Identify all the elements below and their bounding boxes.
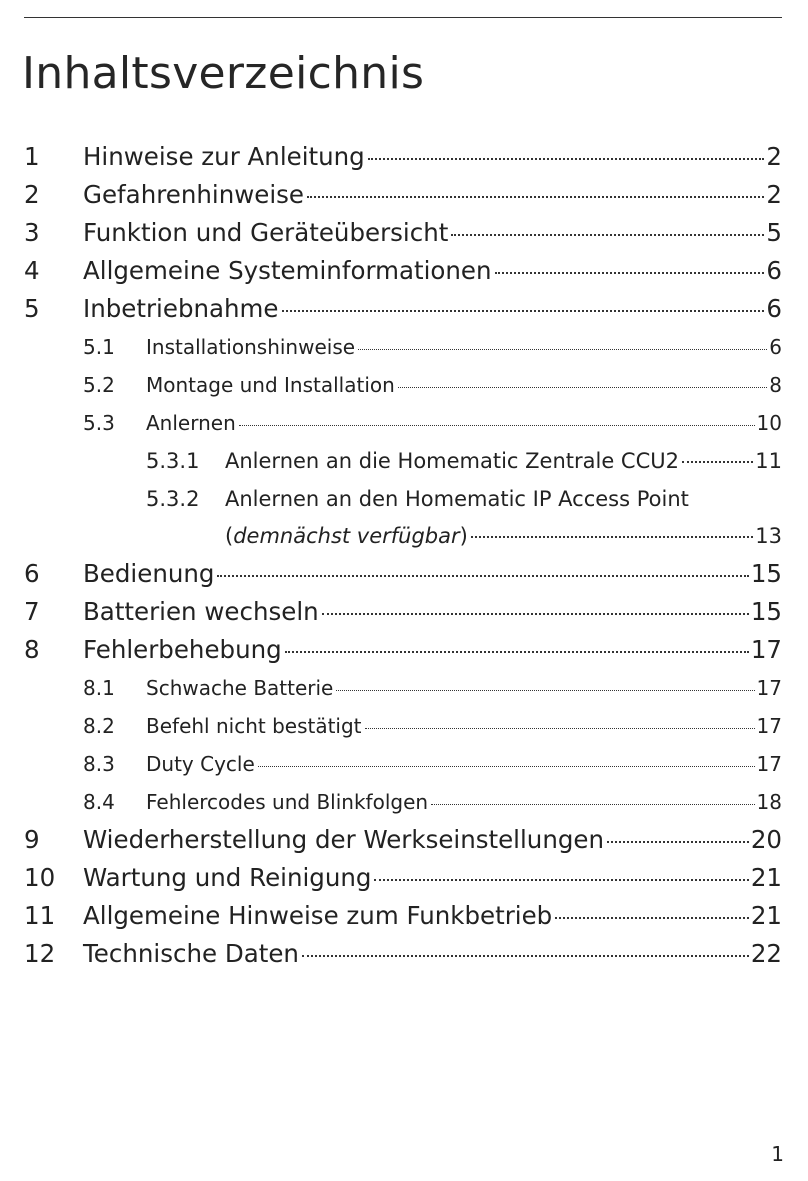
toc-entry-page: 6	[766, 256, 782, 285]
toc-entry-page: 17	[756, 676, 782, 700]
toc-entry-number: 5	[24, 294, 40, 323]
top-rule	[24, 17, 782, 18]
page-number: 1	[771, 1142, 784, 1166]
toc-entry-title: Bedienung	[83, 559, 215, 588]
toc-entry-9[interactable]	[24, 821, 782, 859]
toc-entry-number: 5.3.2	[146, 487, 200, 511]
toc-entry-title: Wartung und Reinigung	[83, 863, 372, 892]
dot-leader	[358, 348, 767, 350]
toc-entry-number: 7	[24, 597, 40, 626]
toc-entry-8[interactable]	[24, 631, 782, 669]
toc-entry-title: Funktion und Geräteübersicht	[83, 218, 449, 247]
dot-leader	[398, 386, 767, 388]
toc-entry-6[interactable]	[24, 555, 782, 593]
dot-leader	[431, 803, 754, 805]
toc-entry-12[interactable]	[24, 935, 782, 973]
toc-entry-title: Hinweise zur Anleitung	[83, 142, 365, 171]
toc-entry-number: 4	[24, 256, 40, 285]
dot-leader	[217, 574, 748, 577]
toc-entry-8-3[interactable]	[24, 745, 782, 783]
toc-entry-5-1[interactable]	[24, 328, 782, 366]
toc-entry-page: 6	[766, 294, 782, 323]
toc-entry-title: Fehlerbehebung	[83, 635, 282, 664]
dot-leader	[336, 689, 754, 691]
dot-leader	[258, 765, 755, 767]
toc-entry-number: 5.2	[83, 373, 115, 397]
toc-entry-title: Technische Daten	[83, 939, 299, 968]
toc-entry-title: Duty Cycle	[146, 752, 255, 776]
page-title: Inhaltsverzeichnis	[22, 48, 425, 99]
toc-entry-page: 21	[750, 901, 782, 930]
toc-entry-page: 17	[750, 635, 782, 664]
toc-entry-title: Anlernen an den Homematic IP Access Point	[225, 487, 689, 511]
toc-entry-number: 9	[24, 825, 40, 854]
toc-entry-3[interactable]	[24, 214, 782, 252]
dot-leader	[555, 916, 749, 919]
toc-entry-title: Allgemeine Systeminformationen	[83, 256, 492, 285]
toc-entry-page: 15	[750, 597, 782, 626]
toc-entry-page: 20	[750, 825, 782, 854]
toc-entry-page: 2	[766, 142, 782, 171]
toc-entry-2[interactable]	[24, 176, 782, 214]
toc-entry-page: 10	[756, 411, 782, 435]
toc-entry-page: 8	[769, 373, 782, 397]
toc-entry-page: 18	[756, 790, 782, 814]
toc-entry-number: 6	[24, 559, 40, 588]
toc-entry-title: Batterien wechseln	[83, 597, 319, 626]
toc-entry-page: 6	[769, 335, 782, 359]
toc-entry-10[interactable]	[24, 859, 782, 897]
toc-entry-number: 8.3	[83, 752, 115, 776]
toc-entry-number: 8.2	[83, 714, 115, 738]
dot-leader	[302, 954, 749, 957]
toc-entry-1[interactable]	[24, 138, 782, 176]
toc-entry-11[interactable]	[24, 897, 782, 935]
dot-leader	[285, 650, 749, 653]
toc-entry-page: 22	[750, 939, 782, 968]
toc-entry-number: 8.1	[83, 676, 115, 700]
toc-entry-number: 11	[24, 901, 56, 930]
toc-entry-number: 5.3	[83, 411, 115, 435]
table-of-contents	[24, 138, 782, 973]
dot-leader	[471, 535, 753, 538]
toc-entry-number: 5.1	[83, 335, 115, 359]
dot-leader	[365, 727, 755, 729]
dot-leader	[374, 878, 748, 881]
dot-leader	[322, 612, 749, 615]
dot-leader	[307, 195, 764, 198]
toc-entry-7[interactable]	[24, 593, 782, 631]
toc-entry-page: 11	[755, 449, 782, 473]
toc-entry-title: Befehl nicht bestätigt	[146, 714, 362, 738]
toc-entry-title: Gefahrenhinweise	[83, 180, 304, 209]
toc-entry-title: Installationshinweise	[146, 335, 356, 359]
toc-entry-title: Allgemeine Hinweise zum Funkbetrieb	[83, 901, 553, 930]
dot-leader	[239, 424, 755, 426]
toc-entry-number: 1	[24, 142, 40, 171]
dot-leader	[607, 840, 749, 843]
dot-leader	[495, 271, 765, 274]
toc-entry-8-2[interactable]	[24, 707, 782, 745]
dot-leader	[282, 309, 765, 312]
toc-entry-5-3-2-continued[interactable]	[24, 517, 782, 555]
toc-entry-8-1[interactable]	[24, 669, 782, 707]
toc-entry-4[interactable]	[24, 252, 782, 290]
toc-entry-page: 17	[756, 752, 782, 776]
toc-entry-title: Fehlercodes und Blinkfolgen	[146, 790, 429, 814]
toc-entry-number: 8	[24, 635, 40, 664]
toc-entry-page: 21	[750, 863, 782, 892]
toc-entry-8-4[interactable]	[24, 783, 782, 821]
toc-entry-title: Montage und Installation	[146, 373, 395, 397]
toc-entry-5-2[interactable]	[24, 366, 782, 404]
dot-leader	[368, 157, 765, 160]
toc-entry-title: Schwache Batterie	[146, 676, 334, 700]
toc-entry-5-3-2[interactable]	[24, 480, 782, 517]
toc-entry-5-3-1[interactable]	[24, 442, 782, 480]
toc-entry-number: 3	[24, 218, 40, 247]
toc-entry-5[interactable]	[24, 290, 782, 328]
toc-entry-page: 2	[766, 180, 782, 209]
dot-leader	[451, 233, 764, 236]
toc-entry-title: Anlernen an die Homematic Zentrale CCU2	[225, 449, 679, 473]
toc-entry-5-3[interactable]	[24, 404, 782, 442]
toc-entry-title-continued: (demnächst verfügbar)	[225, 524, 468, 548]
toc-entry-number: 10	[24, 863, 56, 892]
toc-entry-number: 2	[24, 180, 40, 209]
toc-entry-title: Wiederherstellung der Werkseinstellungen	[83, 825, 605, 854]
toc-entry-number: 12	[24, 939, 56, 968]
toc-entry-number: 8.4	[83, 790, 115, 814]
toc-entry-title: Anlernen	[146, 411, 236, 435]
toc-entry-title: Inbetriebnahme	[83, 294, 279, 323]
toc-entry-number: 5.3.1	[146, 449, 200, 473]
toc-entry-page: 15	[750, 559, 782, 588]
toc-entry-page: 5	[766, 218, 782, 247]
toc-entry-page: 13	[755, 524, 782, 548]
toc-entry-page: 17	[756, 714, 782, 738]
dot-leader	[682, 460, 753, 463]
